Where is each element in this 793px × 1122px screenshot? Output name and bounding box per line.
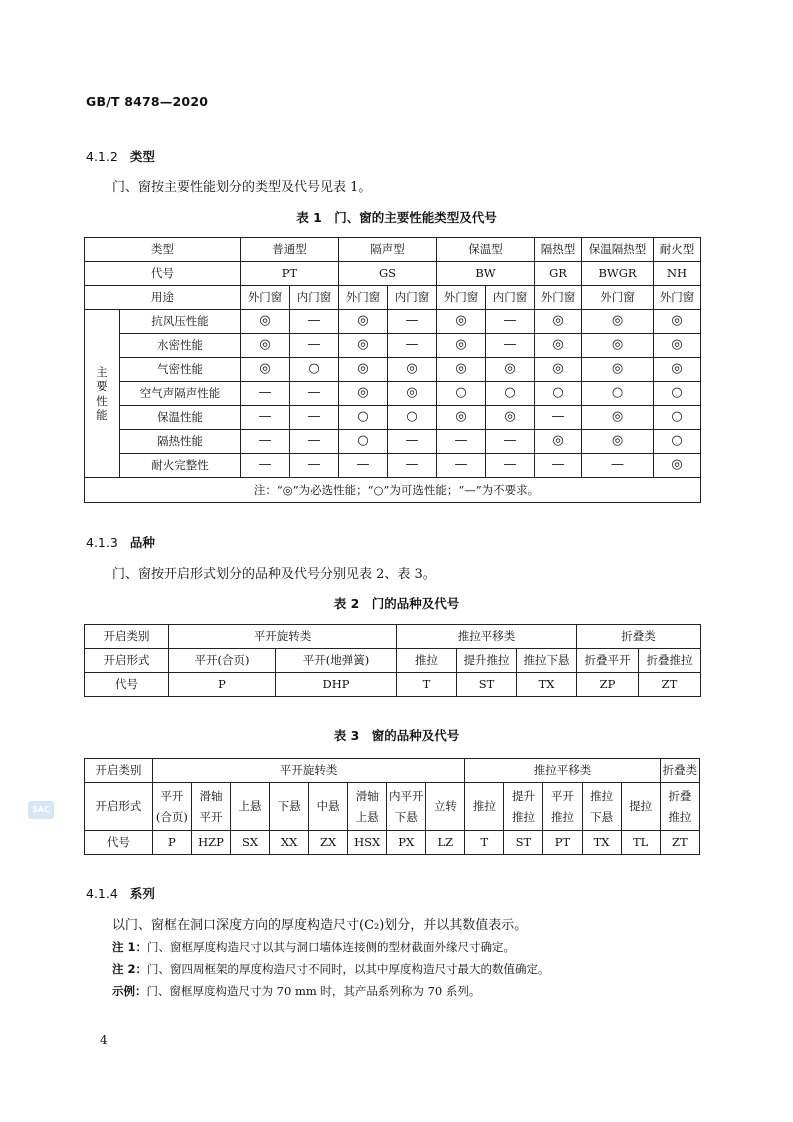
group-label-char: 能 [96, 407, 108, 422]
code-cell: ZX [309, 831, 348, 855]
requirement-symbol: ◎ [654, 310, 701, 334]
section-4-1-4-heading [86, 884, 155, 902]
requirement-symbol: ◎ [437, 406, 486, 430]
code-cell: ZP [577, 673, 639, 697]
table-2-caption: 表 2 门的品种及代号 [333, 596, 460, 611]
code-cell: ST [504, 831, 543, 855]
requirement-symbol: ○ [486, 382, 535, 406]
form-cell [582, 783, 621, 831]
requirement-symbol: ◎ [437, 334, 486, 358]
requirement-symbol: ◎ [582, 310, 654, 334]
group-label-char: 性 [96, 393, 108, 408]
form-cell [230, 783, 269, 831]
use-cell: 内门窗 [290, 286, 339, 310]
requirement-symbol: — [388, 454, 437, 478]
type-name: 普通型 [241, 238, 339, 262]
type-code: GR [535, 262, 582, 286]
performance-name: 保温性能 [120, 406, 241, 430]
table-1-use-row [85, 286, 701, 310]
requirement-symbol: — [290, 406, 339, 430]
requirement-symbol: — [486, 430, 535, 454]
performance-name: 抗风压性能 [120, 310, 241, 334]
table-2-category-row [85, 625, 701, 649]
requirement-symbol: ◎ [654, 358, 701, 382]
code-cell: ZT [660, 831, 699, 855]
code-cell: HSX [348, 831, 387, 855]
form-line: 平开 [160, 789, 184, 804]
requirement-symbol: — [486, 454, 535, 478]
requirement-symbol: — [437, 430, 486, 454]
requirement-symbol: — [290, 334, 339, 358]
form-cell [465, 783, 504, 831]
requirement-symbol: — [437, 454, 486, 478]
use-cell: 内门窗 [388, 286, 437, 310]
form-line: (合页) [155, 809, 188, 824]
category-cell: 折叠类 [660, 759, 699, 783]
note-label: 注 2： [112, 962, 148, 976]
requirement-symbol: — [290, 454, 339, 478]
form-line: 推拉 [668, 809, 692, 824]
code-cell: TX [517, 673, 577, 697]
main-performance-group-label [85, 310, 120, 478]
table-1-note: 注：“◎”为必选性能；“○”为可选性能；“—”为不要求。 [85, 478, 701, 503]
form-line: 推拉 [511, 809, 535, 824]
form-line: 滑轴 [199, 789, 223, 804]
type-code: PT [241, 262, 339, 286]
requirement-symbol: — [290, 310, 339, 334]
performance-name: 隔热性能 [120, 430, 241, 454]
section-title: 类型 [129, 149, 155, 164]
section-title: 系列 [129, 886, 155, 901]
group-label-char: 要 [96, 379, 108, 394]
requirement-symbol: — [241, 382, 290, 406]
table-3-code-row [85, 831, 700, 855]
use-cell: 外门窗 [437, 286, 486, 310]
form-line: 下悬 [394, 809, 418, 824]
type-code: NH [654, 262, 701, 286]
form-line: 平开 [551, 789, 575, 804]
requirement-symbol: — [388, 334, 437, 358]
type-name: 隔声型 [339, 238, 437, 262]
form-cell [152, 783, 191, 831]
form-cell [621, 783, 660, 831]
row-label-type: 类型 [85, 238, 241, 262]
performance-row [85, 406, 701, 430]
requirement-symbol: ○ [654, 430, 701, 454]
requirement-symbol: — [582, 454, 654, 478]
form-cell: 推拉 [397, 649, 457, 673]
requirement-symbol: ◎ [388, 382, 437, 406]
code-cell: PX [387, 831, 426, 855]
requirement-symbol: ○ [339, 430, 388, 454]
code-cell: TL [621, 831, 660, 855]
use-cell: 外门窗 [654, 286, 701, 310]
row-label: 开启类别 [85, 759, 153, 783]
type-name: 耐火型 [654, 238, 701, 262]
form-line: 滑轴 [355, 789, 379, 804]
requirement-symbol: ◎ [654, 454, 701, 478]
use-cell: 内门窗 [486, 286, 535, 310]
row-label: 代号 [85, 831, 153, 855]
requirement-symbol: — [241, 406, 290, 430]
table-2-code-row [85, 673, 701, 697]
table-2-form-row [85, 649, 701, 673]
row-label-code: 代号 [85, 262, 241, 286]
code-cell: ST [457, 673, 517, 697]
form-line: 提拉 [629, 799, 653, 814]
form-cell [660, 783, 699, 831]
form-line: 平开 [199, 809, 223, 824]
use-cell: 外门窗 [339, 286, 388, 310]
requirement-symbol: ◎ [654, 334, 701, 358]
section-number: 4.1.2 [86, 149, 118, 164]
category-cell: 推拉平移类 [465, 759, 660, 783]
form-line: 内平开 [389, 789, 424, 804]
requirement-symbol: ○ [582, 382, 654, 406]
performance-row [85, 382, 701, 406]
category-cell: 平开旋转类 [152, 759, 465, 783]
requirement-symbol: — [290, 382, 339, 406]
type-code: BWGR [582, 262, 654, 286]
form-cell: 折叠平开 [577, 649, 639, 673]
code-cell: SX [230, 831, 269, 855]
form-cell [387, 783, 426, 831]
form-cell: 平开(合页) [169, 649, 276, 673]
requirement-symbol: ○ [388, 406, 437, 430]
note-text: 门、窗四周框架的厚度构造尺寸不同时，以其中厚度构造尺寸最大的数值确定。 [147, 962, 550, 976]
form-line: 推拉 [590, 789, 614, 804]
type-code: BW [437, 262, 535, 286]
performance-row [85, 358, 701, 382]
requirement-symbol: — [535, 406, 582, 430]
code-cell: TX [582, 831, 621, 855]
form-cell [270, 783, 309, 831]
code-cell: P [169, 673, 276, 697]
note-label: 示例： [112, 984, 147, 998]
table-3-form-row [85, 783, 700, 831]
form-line: 推拉 [472, 799, 496, 814]
category-cell: 推拉平移类 [397, 625, 577, 649]
requirement-symbol: ◎ [241, 334, 290, 358]
requirement-symbol: — [388, 310, 437, 334]
watermark-stamp: SAC [28, 801, 54, 819]
form-cell [309, 783, 348, 831]
requirement-symbol: ◎ [535, 358, 582, 382]
form-line: 推拉 [551, 809, 575, 824]
requirement-symbol: ○ [654, 406, 701, 430]
requirement-symbol: — [241, 430, 290, 454]
type-name: 保温隔热型 [582, 238, 654, 262]
requirement-symbol: ◎ [339, 358, 388, 382]
requirement-symbol: ◎ [486, 358, 535, 382]
form-line: 折叠 [668, 789, 692, 804]
performance-name: 水密性能 [120, 334, 241, 358]
note-1 [112, 939, 515, 955]
requirement-symbol: ○ [437, 382, 486, 406]
performance-row [85, 430, 701, 454]
form-cell: 折叠推拉 [639, 649, 701, 673]
table-3-caption: 表 3 窗的品种及代号 [333, 728, 460, 743]
requirement-symbol: ◎ [582, 358, 654, 382]
use-cell: 外门窗 [535, 286, 582, 310]
form-line: 提升 [511, 789, 535, 804]
row-label: 代号 [85, 673, 169, 697]
type-name: 保温型 [437, 238, 535, 262]
form-cell [426, 783, 465, 831]
requirement-symbol: ○ [654, 382, 701, 406]
row-label: 开启形式 [85, 783, 153, 831]
requirement-symbol: ◎ [241, 310, 290, 334]
form-cell: 推拉下悬 [517, 649, 577, 673]
table-1-caption: 表 1 门、窗的主要性能类型及代号 [296, 210, 497, 225]
requirement-symbol: — [339, 454, 388, 478]
form-cell [191, 783, 230, 831]
note-2 [112, 961, 550, 977]
table-2-door-varieties [84, 624, 701, 697]
category-cell: 平开旋转类 [169, 625, 397, 649]
table-1-performance-types [84, 237, 701, 503]
table-1-type-row [85, 238, 701, 262]
note-text: 门、窗框厚度构造尺寸为 70 mm 时，其产品系列称为 70 系列。 [146, 984, 481, 998]
requirement-symbol: ○ [339, 406, 388, 430]
requirement-symbol: ◎ [437, 310, 486, 334]
code-cell: XX [270, 831, 309, 855]
form-line: 立转 [433, 799, 457, 814]
section-4-1-3-paragraph: 门、窗按开启形式划分的品种及代号分别见表 2、表 3。 [112, 567, 436, 582]
code-cell: HZP [191, 831, 230, 855]
requirement-symbol: — [290, 430, 339, 454]
form-line: 下悬 [277, 799, 301, 814]
requirement-symbol: ◎ [388, 358, 437, 382]
note-label: 注 1： [112, 940, 148, 954]
form-line: 下悬 [590, 809, 614, 824]
requirement-symbol: ◎ [582, 334, 654, 358]
table-1-code-row [85, 262, 701, 286]
row-label-use: 用途 [85, 286, 241, 310]
requirement-symbol: ◎ [535, 310, 582, 334]
row-label: 开启类别 [85, 625, 169, 649]
requirement-symbol: ◎ [241, 358, 290, 382]
example-note [112, 983, 480, 999]
performance-row [85, 454, 701, 478]
form-cell [504, 783, 543, 831]
use-cell: 外门窗 [582, 286, 654, 310]
requirement-symbol: ◎ [486, 406, 535, 430]
table-3-window-varieties [84, 758, 700, 855]
table-1-note-row [85, 478, 701, 503]
requirement-symbol: — [486, 310, 535, 334]
code-cell: LZ [426, 831, 465, 855]
section-4-1-2-heading [86, 147, 155, 165]
page-number: 4 [100, 1033, 108, 1047]
performance-name: 气密性能 [120, 358, 241, 382]
code-cell: P [152, 831, 191, 855]
type-code: GS [339, 262, 437, 286]
form-cell [348, 783, 387, 831]
category-cell: 折叠类 [577, 625, 701, 649]
requirement-symbol: ◎ [582, 430, 654, 454]
note-text: 门、窗框厚度构造尺寸以其与洞口墙体连接侧的型材截面外缘尺寸确定。 [147, 940, 516, 954]
requirement-symbol: ◎ [437, 358, 486, 382]
code-cell: T [465, 831, 504, 855]
code-cell: DHP [276, 673, 397, 697]
performance-row [85, 310, 701, 334]
section-4-1-2-paragraph: 门、窗按主要性能划分的类型及代号见表 1。 [112, 180, 372, 195]
requirement-symbol: ◎ [535, 430, 582, 454]
requirement-symbol: ◎ [535, 334, 582, 358]
requirement-symbol: ◎ [339, 334, 388, 358]
requirement-symbol: — [486, 334, 535, 358]
requirement-symbol: ◎ [339, 382, 388, 406]
group-label-char: 主 [96, 364, 108, 379]
section-number: 4.1.3 [86, 535, 118, 550]
section-number: 4.1.4 [86, 886, 118, 901]
code-cell: PT [543, 831, 582, 855]
form-line: 上悬 [355, 809, 379, 824]
section-title: 品种 [129, 535, 155, 550]
section-4-1-4-paragraph: 以门、窗框在洞口深度方向的厚度构造尺寸(C₂)划分，并以其数值表示。 [112, 918, 528, 933]
requirement-symbol: — [535, 454, 582, 478]
performance-name: 空气声隔声性能 [120, 382, 241, 406]
form-line: 上悬 [238, 799, 262, 814]
requirement-symbol: ◎ [339, 310, 388, 334]
code-cell: T [397, 673, 457, 697]
form-cell [543, 783, 582, 831]
performance-name: 耐火完整性 [120, 454, 241, 478]
row-label: 开启形式 [85, 649, 169, 673]
type-name: 隔热型 [535, 238, 582, 262]
requirement-symbol: ◎ [582, 406, 654, 430]
code-cell: ZT [639, 673, 701, 697]
form-cell: 提升推拉 [457, 649, 517, 673]
requirement-symbol: — [241, 454, 290, 478]
requirement-symbol: — [388, 430, 437, 454]
performance-row [85, 334, 701, 358]
standard-code: GB/T 8478—2020 [86, 94, 209, 109]
form-line: 中悬 [316, 799, 340, 814]
section-4-1-3-heading [86, 533, 155, 551]
requirement-symbol: ○ [290, 358, 339, 382]
requirement-symbol: ○ [535, 382, 582, 406]
form-cell: 平开(地弹簧) [276, 649, 397, 673]
table-3-category-row [85, 759, 700, 783]
use-cell: 外门窗 [241, 286, 290, 310]
